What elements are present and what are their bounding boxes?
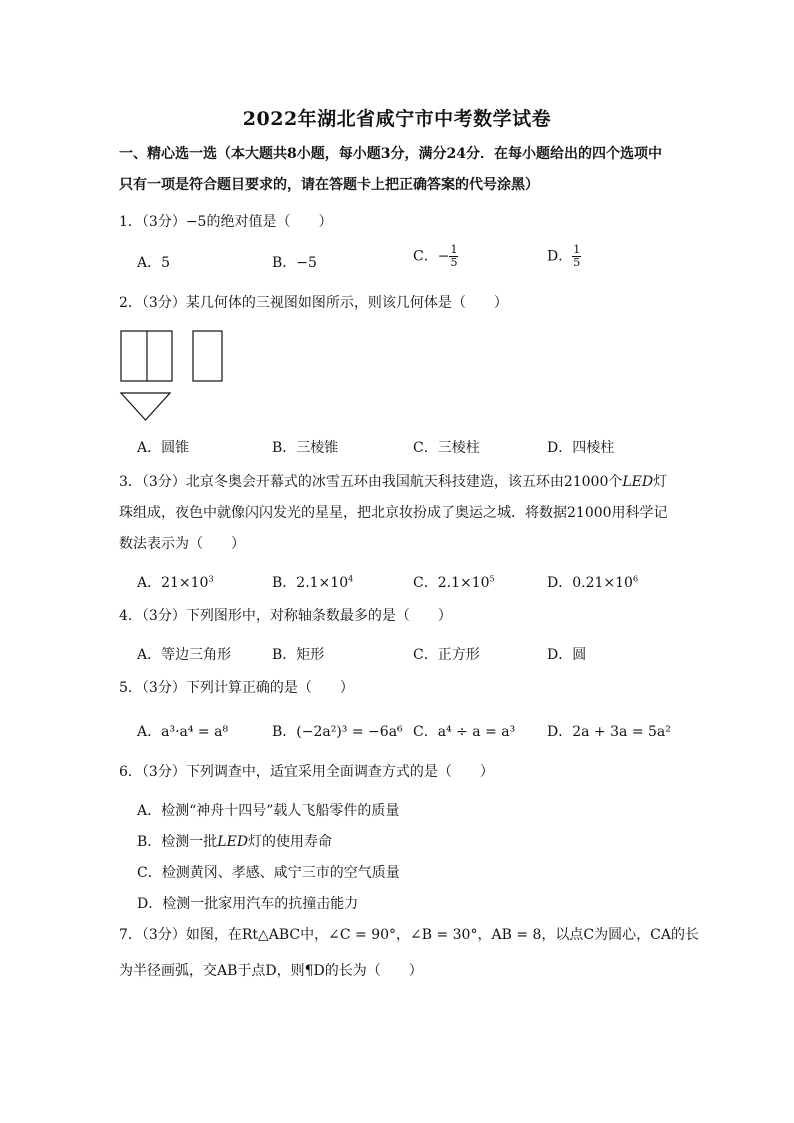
q5-option-d[interactable]: D．2a + 3a = 5a² [547, 724, 671, 740]
q5-option-b[interactable]: B．(−2a²)³ = −6a⁶ [272, 724, 403, 740]
q3-b-exponent: 4 [348, 574, 354, 584]
q6-option-d[interactable]: D．检测一批家用汽车的抗撞击能力 [137, 896, 359, 912]
q4-option-d[interactable]: D．圆 [547, 647, 587, 663]
q1-option-a[interactable]: A．5 [137, 255, 171, 271]
q1-option-d[interactable] [547, 244, 581, 269]
q1-c-denominator: 5 [450, 256, 458, 269]
q3-option-c[interactable] [413, 572, 495, 592]
q5-option-a[interactable]: A．a³·a⁴ = a⁸ [137, 724, 229, 740]
q1-option-c-fraction [449, 244, 458, 269]
question-7-line-2: 为半径画弧，交AB于点D，则¶D的长为（ ） [119, 963, 423, 979]
three-view-figure [118, 328, 228, 424]
q3-d-exponent: 6 [632, 574, 639, 584]
section-heading-line-2: 只有一项是符合题目要求的，请在答题卡上把正确答案的代号涂黑） [119, 177, 539, 193]
q3-option-b[interactable] [272, 572, 353, 592]
q3-c-exponent: 5 [489, 574, 495, 584]
top-view [121, 393, 170, 420]
q3-b-base: B．2.1×10 [272, 575, 349, 591]
q3-led: LED [622, 474, 654, 490]
q3-text-before: 3．（3分）北京冬奥会开幕式的冰雪五环由我国航天科技建造，该五环由21000个 [119, 474, 623, 490]
q2-option-a[interactable]: A．圆锥 [137, 440, 190, 456]
q1-option-c-prefix: C．− [413, 248, 450, 265]
q6-b-led: LED [217, 834, 249, 850]
q4-option-b[interactable]: B．矩形 [272, 647, 325, 663]
q3-d-base: D．0.21×10 [547, 575, 633, 591]
q6-b-before: B．检测一批 [137, 834, 218, 850]
section-heading-line-1: 一、精心选一选（本大题共8小题，每小题3分，满分24分．在每小题给出的四个选项中 [119, 146, 662, 162]
q3-a-exponent: 3 [208, 574, 214, 584]
question-7-line-1: 7．（3分）如图，在Rt△ABC中，∠C = 90°，∠B = 30°，AB = 8，以点C为圆心，CA的长 [119, 927, 699, 943]
question-3-stem [119, 467, 679, 560]
q1-d-numerator: 1 [573, 243, 581, 256]
question-4-stem: 4．（3分）下列图形中，对称轴条数最多的是（ ） [119, 608, 452, 624]
q3-option-d[interactable] [547, 572, 638, 592]
q6-option-b[interactable] [137, 831, 332, 851]
question-5-options [137, 721, 697, 745]
q3-c-base: C．2.1×10 [413, 575, 490, 591]
q2-option-d[interactable]: D．四棱柱 [547, 440, 615, 456]
q1-option-d-fraction [572, 244, 581, 269]
page-title: 2022年湖北省咸宁市中考数学试卷 [242, 108, 552, 130]
question-2-stem: 2．（3分）某几何体的三视图如图所示，则该几何体是（ ） [119, 295, 508, 311]
question-2-options [137, 437, 697, 461]
question-5-stem: 5．（3分）下列计算正确的是（ ） [119, 680, 354, 696]
q5-option-c[interactable]: C．a⁴ ÷ a = a³ [413, 724, 516, 740]
q1-option-b[interactable]: B．−5 [272, 255, 317, 271]
question-4-options [137, 644, 697, 668]
q4-option-a[interactable]: A．等边三角形 [137, 647, 232, 663]
q3-text-after: 灯珠组成，夜色中就像闪闪发光的星星，把北京妆扮成了奥运之城．将数据21000用科学记数法表示为（ ） [119, 474, 668, 552]
q1-c-numerator: 1 [450, 243, 458, 256]
q3-a-base: A．21×10 [137, 575, 209, 591]
q1-d-denominator: 5 [573, 256, 581, 269]
q6-b-after: 灯的使用寿命 [248, 834, 333, 850]
question-1-stem: 1．（3分）−5的绝对值是（ ） [119, 214, 333, 230]
question-1-options [137, 243, 697, 276]
q6-option-a[interactable]: A．检测“神舟十四号”载人飞船零件的质量 [137, 803, 400, 819]
side-view [193, 331, 222, 381]
q1-option-c[interactable] [413, 244, 458, 269]
q1-option-d-prefix: D． [547, 248, 573, 265]
question-3-options [137, 572, 697, 596]
q2-option-c[interactable]: C．三棱柱 [413, 440, 480, 456]
q2-option-b[interactable]: B．三棱锥 [272, 440, 339, 456]
q6-option-c[interactable]: C．检测黄冈、孝感、咸宁三市的空气质量 [137, 865, 400, 881]
q4-option-c[interactable]: C．正方形 [413, 647, 480, 663]
q3-option-a[interactable] [137, 572, 214, 592]
question-6-stem: 6．（3分）下列调查中，适宜采用全面调查方式的是（ ） [119, 764, 494, 780]
